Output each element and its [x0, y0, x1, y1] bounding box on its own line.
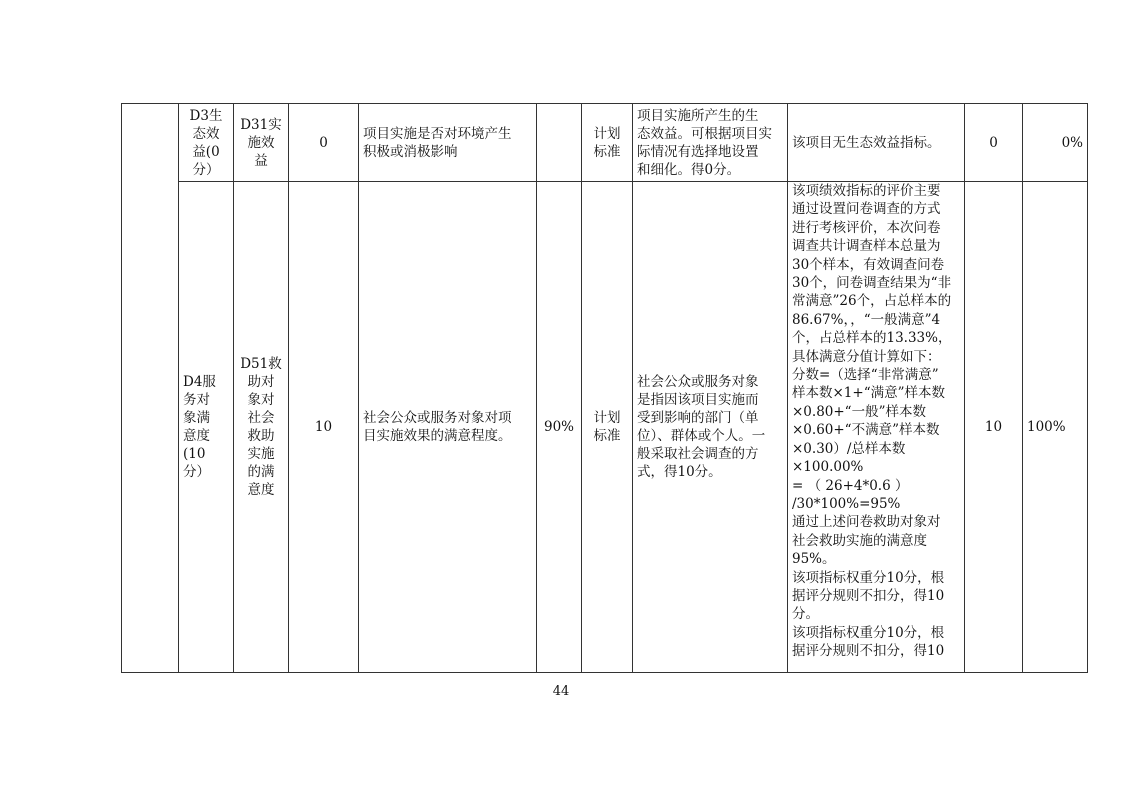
indicator-description-cell: 社会公众或服务对象对项 目实施效果的满意程度。 — [359, 182, 537, 673]
level1-indicator-cell — [122, 104, 179, 673]
table-row — [122, 182, 1088, 673]
table-row — [122, 104, 1088, 182]
score-cell: 0 — [965, 104, 1023, 182]
score-cell: 10 — [965, 182, 1023, 673]
target-value-cell: 90% — [537, 182, 582, 673]
page-number: 44 — [552, 684, 570, 699]
weight-cell: 0 — [289, 104, 359, 182]
weight-cell: 10 — [289, 182, 359, 673]
scoring-rule-cell: 社会公众或服务对象 是指因该项目实施而 受到影响的部门（单 位）、群体或个人。一 般采取社会调查的方 式，得10分。 — [633, 182, 788, 673]
level3-indicator-cell: D31实 施效 益 — [234, 104, 289, 182]
scoring-rule-cell: 项目实施所产生的生 态效益。可根据项目实 际情况有选择地设置 和细化。得0分。 — [633, 104, 788, 182]
indicator-description-cell: 项目实施是否对环境产生 积极或消极影响 — [359, 104, 537, 182]
score-rate-cell: 0% — [1023, 104, 1088, 182]
standard-type-cell: 计划 标准 — [582, 104, 633, 182]
target-value-cell — [537, 104, 582, 182]
level3-indicator-cell: D51救 助对 象对 社会 救助 实施 的满 意度 — [234, 182, 289, 673]
level2-indicator-cell: D4服 务对 象满 意度 (10 分） — [179, 182, 234, 673]
evaluation-result-cell: 该项绩效指标的评价主要 通过设置问卷调查的方式 进行考核评价，本次问卷 调查共计调查样本总量为 30个样本，有效调查问卷 30个，问卷调查结果为“非 常满意”26个，占总样本的 86.67%，，“一般满意”4 个，占总样本的13.33%， 具体满意分值计算如下： 分数=（选择“非常满意” 样本数×1+“满意”样本数 ×0.80+“一般”样本数 ×0.60+“不满意”样本数 ×0.30）/总样本数 ×100.00% = （ 26+4*0.6 ） /30*100%=95% 通过上述问卷救助对象对 社会救助实施的满意度 95%。 该项指标权重分10分，根 据评分规则不扣分，得10 分。 该项指标权重分10分，根 据评分规则不扣分，得10 — [788, 182, 965, 673]
performance-evaluation-table — [121, 103, 1088, 673]
standard-type-cell: 计划 标准 — [582, 182, 633, 673]
evaluation-result-cell: 该项目无生态效益指标。 — [788, 104, 965, 182]
level2-indicator-cell: D3生 态效 益(0 分） — [179, 104, 234, 182]
score-rate-cell: 100% — [1023, 182, 1088, 673]
